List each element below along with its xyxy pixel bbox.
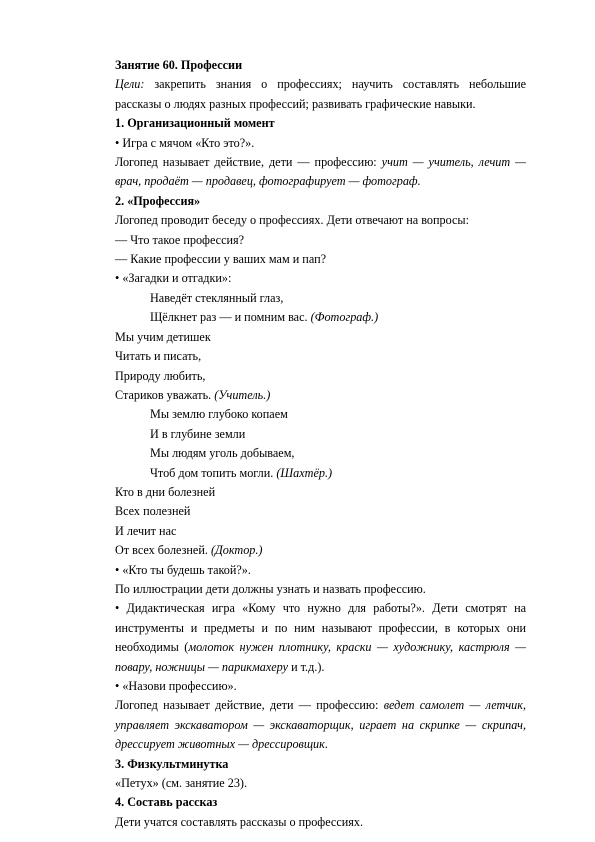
section-4-heading: 4. Составь рассказ <box>115 795 218 810</box>
riddle-2-line-3: Природу любить, <box>115 368 206 383</box>
riddle-3-line-2: И в глубине земли <box>150 426 246 441</box>
riddle-3-line-1: Мы землю глубоко копаем <box>150 407 288 422</box>
riddle-4-line-1: Кто в дни болезней <box>115 484 216 499</box>
riddle-2-line-4 <box>115 386 526 405</box>
section-3-heading: 3. Физкультминутка <box>115 756 229 771</box>
didactic-game-end: и т.д.). <box>288 659 325 674</box>
riddle-4-line-4-text: От всех болезней. <box>115 543 211 558</box>
goals-label: Цели: <box>115 77 145 92</box>
didactic-game-plain: • Дидактическая игра «Кому что нужно для работы?». Дети смотрят на инструменты и предметы и по ним называют профессии, в которых они необходимы ( <box>115 601 526 655</box>
section-1-text-italic: учит — учитель, лечит — врач, продаёт — продавец, фотографирует — фотограф. <box>115 155 526 189</box>
name-game-paragraph <box>115 696 526 754</box>
who-game-text: По иллюстрации дети должны узнать и назвать профессию. <box>115 581 426 596</box>
riddle-3-line-3: Мы людям уголь добываем, <box>150 446 295 461</box>
section-2-question-1: — Что такое профессия? <box>115 232 245 247</box>
section-1-game: • Игра с мячом «Кто это?». <box>115 135 255 150</box>
riddle-3-line-4 <box>115 464 526 483</box>
riddle-4-answer: (Доктор.) <box>210 543 263 558</box>
section-1-text <box>115 153 526 192</box>
who-game-heading: • «Кто ты будешь такой?». <box>115 562 251 577</box>
riddle-4-line-2: Всех полезней <box>115 504 191 519</box>
riddle-2-line-1: Мы учим детишек <box>115 329 211 344</box>
section-2-question-2: — Какие профессии у ваших мам и пап? <box>115 252 327 267</box>
name-game-heading: • «Назови профессию». <box>115 679 237 693</box>
section-2-heading: 2. «Профессия» <box>115 193 201 208</box>
riddle-1-line-2-text: Щёлкнет раз — и помним вас. <box>150 310 311 325</box>
goals-paragraph <box>115 75 526 114</box>
document-page <box>115 56 526 832</box>
name-game-plain: Логопед называет действие, дети — профессию: <box>115 698 384 713</box>
riddle-2-answer: (Учитель.) <box>214 387 271 402</box>
didactic-game-italic: молоток нужен плотнику, краски — художнику, кастрюля — повару, ножницы — парикмахеру <box>115 640 526 674</box>
section-3-text: «Петух» (см. занятие 23). <box>115 776 248 791</box>
section-1-text-plain: Логопед называет действие, дети — профессию: <box>115 155 382 170</box>
section-2-intro: Логопед проводит беседу о профессиях. Дети отвечают на вопросы: <box>115 213 469 228</box>
goals-text: закрепить знания о профессиях; научить составлять небольшие рассказы о людях разных профессий; развивать графические навыки. <box>115 77 526 111</box>
riddle-2-line-4-text: Стариков уважать. <box>115 387 215 402</box>
section-1-heading: 1. Организационный момент <box>115 116 275 131</box>
riddle-1-line-1: Наведёт стеклянный глаз, <box>150 290 284 305</box>
riddle-1-answer: (Фотограф.) <box>310 310 379 325</box>
riddle-4-line-3: И лечит нас <box>115 523 177 538</box>
riddles-heading: • «Загадки и отгадки»: <box>115 271 232 286</box>
riddle-3-line-4-text: Чтоб дом топить могли. <box>150 465 277 480</box>
didactic-game-paragraph <box>115 599 526 677</box>
riddle-4-line-4 <box>115 541 526 560</box>
lesson-title: Занятие 60. Профессии <box>115 58 243 72</box>
name-game-italic: ведет самолет — летчик, управляет экскаватором — экскаваторщик, играет на скрипке — скрипач, дрессирует животных — дрессировщик <box>115 698 526 752</box>
riddle-2-line-2: Читать и писать, <box>115 349 202 364</box>
riddle-1-line-2 <box>115 308 526 327</box>
name-game-end: . <box>324 737 328 752</box>
section-4-text: Дети учатся составлять рассказы о профессиях. <box>115 814 363 829</box>
riddle-3-answer: (Шахтёр.) <box>276 465 333 480</box>
